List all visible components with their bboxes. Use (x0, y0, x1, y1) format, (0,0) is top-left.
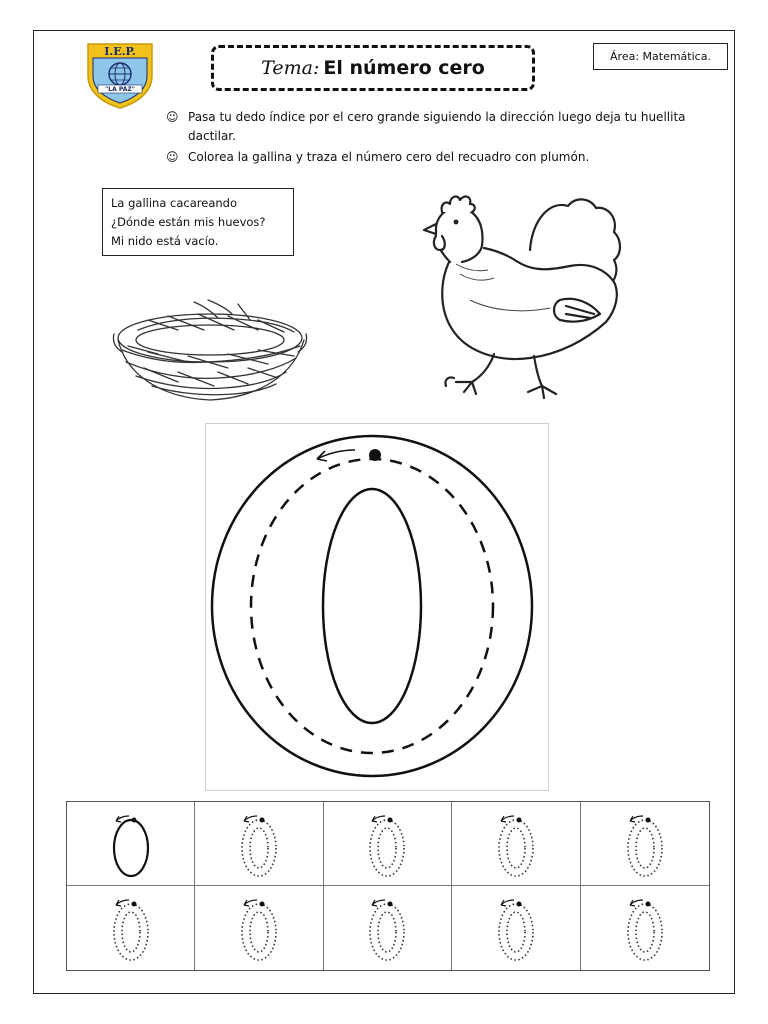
dotted-zero (615, 806, 675, 882)
big-zero-tracing (205, 423, 549, 791)
dotted-zero (486, 806, 546, 882)
practice-grid (66, 801, 710, 971)
practice-cell[interactable] (452, 802, 580, 886)
instructions (166, 108, 706, 169)
traced-zero (101, 806, 161, 882)
practice-cell[interactable] (67, 886, 195, 970)
school-name: "LA PAZ" (105, 86, 135, 93)
dotted-zero (101, 890, 161, 966)
dotted-zero (357, 890, 417, 966)
smiley-icon: ☺ (166, 150, 179, 164)
dotted-zero (486, 890, 546, 966)
area-label: Área: Matemática. (593, 43, 728, 70)
practice-cell[interactable] (67, 802, 195, 886)
practice-cell[interactable] (195, 886, 323, 970)
poem-line: ¿Dónde están mis huevos? (111, 215, 266, 229)
poem-line: La gallina cacareando (111, 196, 237, 210)
instruction-item (166, 108, 706, 146)
instruction-text: Colorea la gallina y traza el número cero del recuadro con plumón. (188, 150, 590, 164)
dotted-zero (357, 806, 417, 882)
start-dot (369, 449, 381, 461)
poem-box (102, 188, 294, 256)
smiley-icon: ☺ (166, 110, 179, 124)
dotted-zero (615, 890, 675, 966)
instruction-item (166, 148, 706, 167)
hen-eye (454, 220, 459, 225)
instruction-text: Pasa tu dedo índice por el cero grande siguiendo la dirección luego deja tu huellita dactilar. (188, 110, 686, 143)
direction-arrow-icon (317, 450, 355, 459)
poem-line: Mi nido está vacío. (111, 234, 219, 248)
school-acronym: I.E.P. (104, 45, 136, 58)
practice-cell[interactable] (324, 802, 452, 886)
title-box (211, 45, 535, 91)
dotted-zero (229, 890, 289, 966)
nest-illustration (108, 290, 313, 410)
title-prefix: Tema: (261, 57, 320, 79)
page-title: El número cero (323, 57, 485, 79)
hen-illustration (410, 190, 630, 405)
practice-cell[interactable] (581, 886, 709, 970)
practice-cell[interactable] (324, 886, 452, 970)
dotted-zero (229, 806, 289, 882)
school-logo (84, 42, 156, 110)
practice-cell[interactable] (452, 886, 580, 970)
practice-cell[interactable] (195, 802, 323, 886)
practice-cell[interactable] (581, 802, 709, 886)
